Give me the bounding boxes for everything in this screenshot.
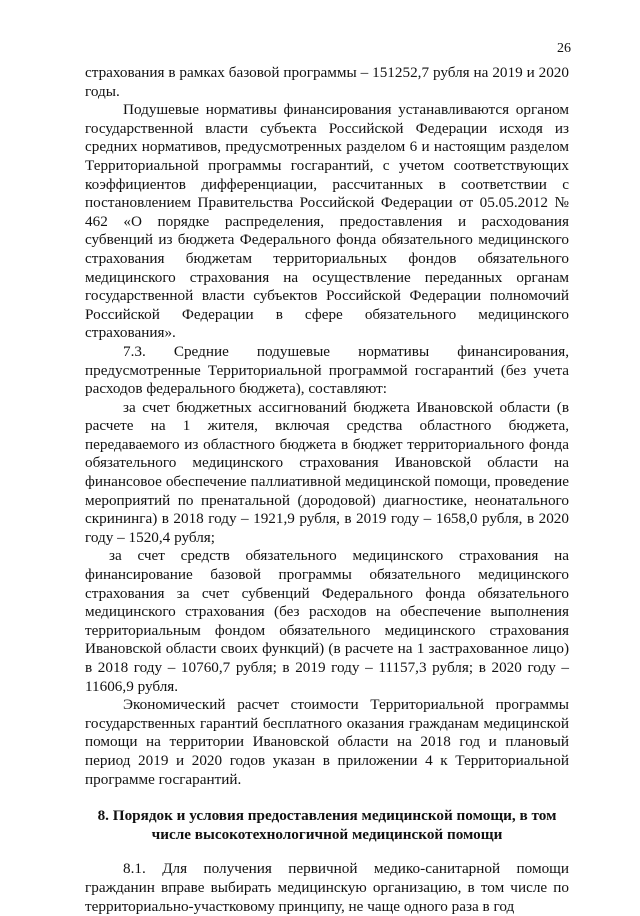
paragraph-2: Подушевые нормативы финансирования устанавливаются органом государственной власти субъекта Российской Федерации исходя из средних нормативов, предусмотренных разделом 6 и настоящим разделом Территориальной программы госгарантий, с учетом соответствующих коэффициентов дифференциации, рассчитанных в соответствии с постановлением Правительства Российской Федерации от 05.05.2012 № 462 «О порядке распределения, предоставления и расходования субвенций из бюджета Федерального фонда обязательного медицинского страхования бюджетам территориальных фондов обязательного медицинского страхования на осуществление переданных органам государственной власти субъектов Российской Федерации полномочий Российской Федерации в сфере обязательного медицинского страхования». <box>85 101 569 342</box>
section-heading: 8. Порядок и условия предоставления медицинской помощи, в том числе высокотехнологичной медицинской помощи <box>97 807 557 843</box>
paragraph-5: за счет средств обязательного медицинского страхования на финансирование базовой программы обязательного медицинского страхования за счет субвенций Федерального фонда обязательного медицинского страхования (без расходов на обеспечение выполнения территориальным фондом обязательного медицинского страхования Ивановской области своих функций) (в расчете на 1 застрахованное лицо) в 2018 году – 10760,7 рубля; в 2019 году – 11157,3 рубля; в 2020 году – 11606,9 рубля. <box>85 547 569 695</box>
page-number: 26 <box>557 41 571 56</box>
paragraph-3: 7.3. Средние подушевые нормативы финансирования, предусмотренные Территориальной программой госгарантий (без учета расходов федерального бюджета), составляют: <box>85 342 569 398</box>
paragraph-4: за счет бюджетных ассигнований бюджета Ивановской области (в расчете на 1 жителя, включая средства областного бюджета, передаваемого из областного бюджета в бюджет территориального фонда обязательного медицинского страхования Ивановской области на финансовое обеспечение паллиативной медицинской помощи, проведение мероприятий по пренатальной (дородовой) диагностике, неонатального скрининга) в 2018 году – 1921,9 рубля, в 2019 году – 1658,0 рубля, в 2020 году – 1520,4 рубля; <box>85 398 569 546</box>
paragraph-1: страхования в рамках базовой программы – 151252,7 рубля на 2019 и 2020 годы. <box>85 64 569 100</box>
paragraph-7: 8.1. Для получения первичной медико-санитарной помощи гражданин вправе выбирать медицинскую организацию, в том числе по территориально-участковому принципу, не чаще одного раза в год <box>85 860 569 915</box>
document-body <box>85 64 569 916</box>
paragraph-6: Экономический расчет стоимости Территориальной программы государственных гарантий бесплатного оказания гражданам медицинской помощи на территории Ивановской области на 2018 год и плановый период 2019 и 2020 годов указан в приложении 4 к Территориальной программе госгарантий. <box>85 696 569 788</box>
